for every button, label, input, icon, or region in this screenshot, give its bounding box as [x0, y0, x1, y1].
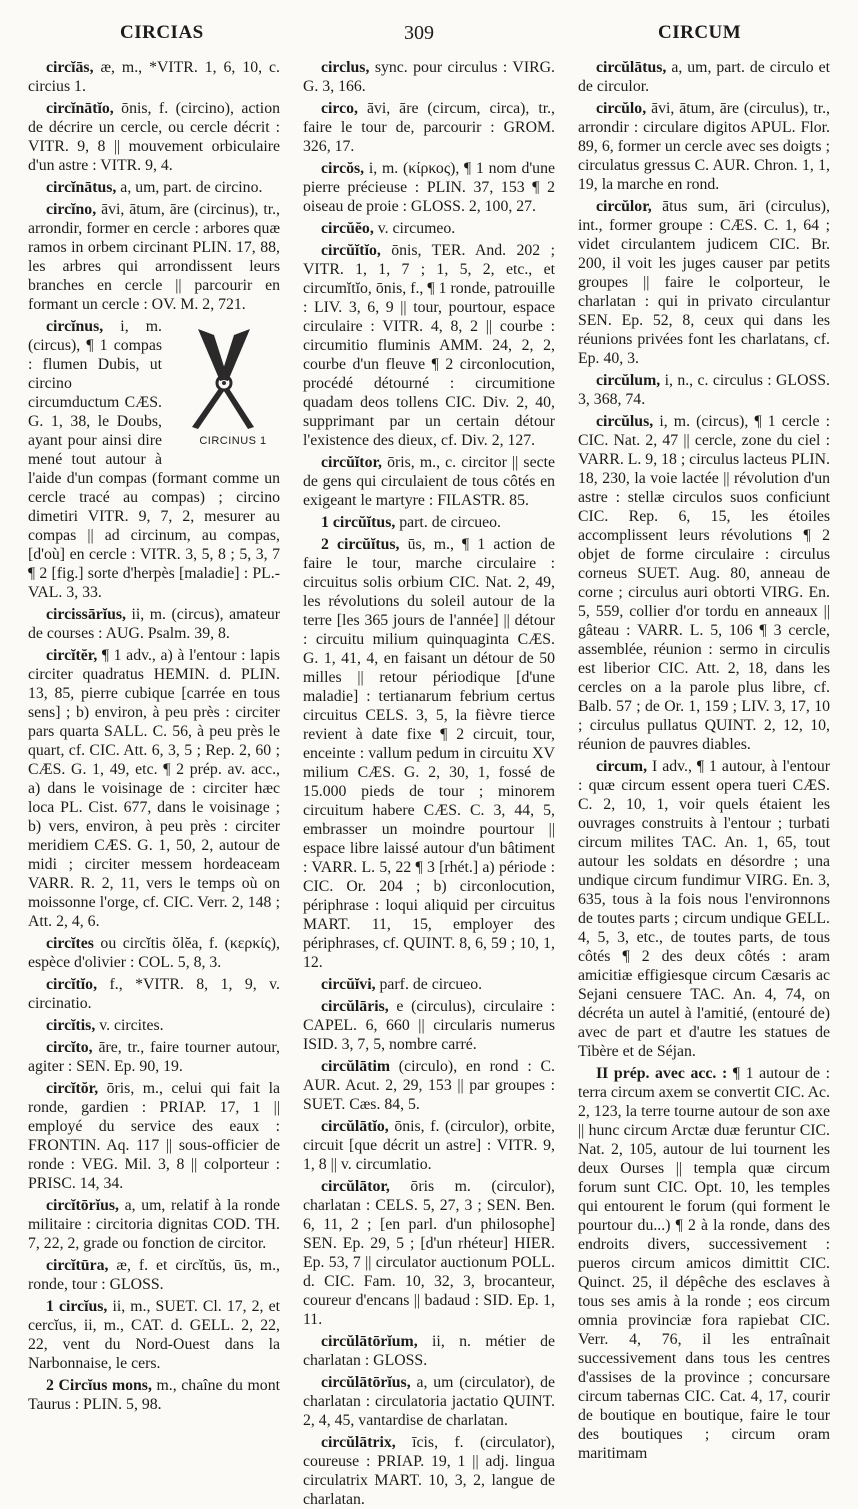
dictionary-entry [28, 975, 280, 1013]
headword: circĭtis, [46, 1017, 96, 1034]
entry-text: ōnis, TER. And. 202 ; VITR. 1, 1, 7 ; 1, 5, 2, etc., et circumĭtĭo, ōnis, f., ¶ 1 ronde, patrouille : LIV. 3, 6, 9 || tour, pourtour, espace circulaire : VITR. 4, 8, 2 || courbe : circumitio fluminis AMM. 24, 2, 2, courbe d'un fleuve ¶ 2 circonlocution, procédé détourné : circumitione quadam deos tollens CIC. Div. 2, 40, supprimant par un certain détour l'existence des dieux, cf. Div. 2, 127. [303, 242, 555, 449]
headword: circĭtōrĭus, [46, 1197, 119, 1214]
headword: circŭlātrix, [321, 1434, 396, 1451]
header-guide-word-left: CIRCIAS [120, 22, 204, 43]
dictionary-entry [28, 1016, 280, 1035]
headword: circĭtūra, [46, 1257, 109, 1274]
dictionary-entry [303, 1433, 555, 1509]
entry-text: v. circites. [95, 1017, 164, 1034]
dictionary-entry [28, 317, 280, 602]
dictionary-entry [303, 159, 555, 216]
dictionary-entry [578, 371, 830, 409]
dictionary-entry [28, 178, 280, 197]
headword: 1 circĭus, [46, 1298, 108, 1315]
headword: circissārĭus, [46, 606, 127, 623]
dictionary-entry [303, 1332, 555, 1370]
headword: circĭnātus, [46, 179, 117, 196]
entry-text: i, m. (κίρκος), ¶ 1 nom d'une pierre précieuse : PLIN. 37, 153 ¶ 2 oiseau de proie : GLOSS. 2, 100, 27. [303, 160, 555, 215]
headword: circĭno, [46, 201, 97, 218]
dictionary-entry [303, 1117, 555, 1174]
entry-text: ātus sum, āri (circulus), int., former groupe : CÆS. C. 1, 64 ; videt circulantem judicem CIC. Br. 200, il voit les juges causer par petits groupes || faire le colporteur, le charlatan : qui in privato circulantur SEN. Ep. 52, 8, ceux qui dans les réunions privées font les charlatans, cf. Ep. 40, 3. [578, 198, 830, 367]
headword: circŭĭtĭo, [321, 242, 381, 259]
entry-text: e (circulus), circulaire : CAPEL. 6, 660 || circularis numerus ISID. 3, 7, 5, nombre carré. [303, 998, 555, 1053]
entry-text: (circulo), en rond : C. AUR. Acut. 2, 29, 153 || par groupes : SUET. Cæs. 84, 5. [303, 1058, 555, 1113]
dictionary-entry [28, 1256, 280, 1294]
headword: circĭtes [46, 935, 94, 952]
entry-text: part. de circueo. [395, 514, 502, 531]
entry-text: ōris m. (circulor), charlatan : CELS. 5, 27, 3 ; SEN. Ben. 6, 11, 2 ; [en parl. d'un philosophe] SEN. Ep. 29, 5 ; [d'un rhéteur] HIER. Ep. 53, 7 || circulator auctionum POLL. d. CIC. Fam. 10, 32, 3, brocanteur, coureur d'encans || badaud : SID. Ep. 1, 11. [303, 1178, 555, 1328]
entry-text: īcis, f. (circulator), coureuse : PRIAP. 19, 1 || adj. lingua circulatrix MART. 10, 3, 2, langue de charlatan. [303, 1434, 555, 1508]
column-2 [303, 58, 555, 1508]
dictionary-entry [578, 99, 830, 194]
entry-text: i, m. (circus), ¶ 1 cercle : CIC. Nat. 2, 47 || cercle, zone du ciel : VARR. L. 9, 18 ; circulus lacteus PLIN. 18, 230, la voie lactée || révolution d'un astre : stellæ circulos suos conficiunt CIC. Rep. 6, 15, les étoiles accomplissent leurs révolutions ¶ 2 objet de forme circulaire : circulus corneus SUET. Aug. 80, anneau de corne ; circulus auri obtorti VIRG. En. 5, 559, collier d'or tordu en anneaux || gâteau : VARR. L. 5, 106 ¶ 3 cercle, assemblée, réunion : sermo in circulis est liberior CIC. Att. 2, 18, dans les cercles on a la parole plus libre, cf. Balb. 57 ; de Or. 1, 159 ; LIV. 3, 17, 10 ; circulus pullatus QUINT. 2, 12, 10, réunion de pauvres diables. [578, 413, 830, 753]
entry-text: ōnis, f. (circulor), orbite, circuit [que décrit un astre] : VITR. 9, 1, 8 || v. circumlatio. [303, 1118, 555, 1173]
dictionary-entry [303, 453, 555, 510]
entry-text: a, um, part. de circulo et de circulor. [578, 59, 830, 95]
headword: circŭlor, [596, 198, 652, 215]
headword: circŭlātĭo, [321, 1118, 389, 1135]
entry-text: v. circumeo. [373, 220, 456, 237]
headword: circŭlātor, [321, 1178, 390, 1195]
dictionary-entry [578, 412, 830, 754]
dictionary-entry [303, 99, 555, 156]
headword: circo, [321, 100, 358, 117]
dictionary-entry [578, 58, 830, 96]
dictionary-entry [28, 58, 280, 96]
dictionary-entry [303, 1373, 555, 1430]
headword: circŭlātus, [596, 59, 667, 76]
dictionary-entry [28, 646, 280, 931]
column-3 [578, 58, 830, 1462]
entry-text: parf. de circueo. [375, 976, 483, 993]
dictionary-entry [303, 535, 555, 972]
entry-text: a, um (circulator), de charlatan : circulatoria jactatio QUINT. 2, 4, 45, vantardise de charlatan. [303, 1374, 555, 1429]
headword: 2 circŭĭtus, [321, 536, 400, 553]
dictionary-entry [578, 1064, 830, 1463]
dictionary-entry [28, 1196, 280, 1253]
entry-text: i, n., c. circulus : GLOSS. 3, 368, 74. [578, 372, 830, 408]
dictionary-entry [28, 1297, 280, 1373]
entry-text: I adv., ¶ 1 autour, à l'entour : quæ circum essent opera tueri CÆS. C. 2, 10, 1, voir quels étaient les ouvrages construits à l'entour ; turbati circum milites TAC. An. 1, 65, tout autour les soldats en désordre ; una undique circum fundimur VIRG. En. 3, 635, tous à la fois nous l'environnons de toutes parts ; circum undique GELL. 4, 5, 3, etc., de toutes parts, de tous côtés ¶ 2 des deux côtés : aram amicitiæ effigiesque circum Cæsaris ac Sejani censuere TAC. An. 4, 74, on décréta un autel à l'amitié, (entouré de) avec de part et d'autre les statues de Tibère et de Séjan. [578, 758, 830, 1060]
headword: circĭtĕr, [46, 647, 98, 664]
entry-text: ¶ 1 adv., a) à l'entour : lapis circiter quadratus HEMIN. d. PLIN. 13, 85, pierre cubique [carrée en tous sens] ; b) environ, à peu près : circiter pars quarta SALL. C. 56, à peu près le quart, cf. CIC. Att. 6, 3, 5 ; Rep. 2, 60 ; CÆS. G. 1, 49, etc. ¶ 2 prép. av. acc., a) dans le voisinage de : circiter hæc loca PL. Cist. 677, dans le voisinage ; b) vers, environ, à peu près : circiter meridiem CÆS. G. 1, 50, 2, autour de midi ; circiter messem hordeaceam VARR. R. 2, 11, vers le temps où on moissonne l'orge, cf. CIC. Verr. 2, 148 ; Att. 2, 4, 6. [28, 647, 280, 930]
headword: 2 Circĭus mons, [46, 1377, 152, 1394]
entry-text: a, um, part. de circino. [116, 179, 263, 196]
entry-text: m., chaîne du mont Taurus : PLIN. 5, 98. [28, 1377, 280, 1413]
dictionary-entry [303, 1177, 555, 1329]
dictionary-entry [303, 513, 555, 532]
entry-text: āvi, ātum, āre (circulus), tr., arrondir : circulare digitos APUL. Flor. 89, 6, former un cercle avec ses doigts ; circulatus gressus C. AUR. Chron. 1, 1, 19, la marche en rond. [578, 100, 830, 193]
headword: circŭlātim [321, 1058, 391, 1075]
entry-text: ou circĭtis ŏlĕa, f. (κερκίς), espèce d'olivier : COL. 5, 8, 3. [28, 935, 280, 971]
entry-text: ii, n. métier de charlatan : GLOSS. [303, 1333, 555, 1369]
headword: circŭlo, [596, 100, 647, 117]
headword: circŭlum, [596, 372, 661, 389]
entry-text: ōnis, f. (circino), action de décrire un cercle, ou cercle décrit : VITR. 9, 8 || mouvement orbiculaire d'un astre : VITR. 9, 4. [28, 100, 280, 174]
entry-text: æ, f. et circĭtŭs, ūs, m., ronde, tour : GLOSS. [28, 1257, 280, 1293]
entry-text: a, um, relatif à la ronde militaire : circitoria dignitas COD. TH. 7, 22, 2, grade ou fonction de circitor. [28, 1197, 280, 1252]
dictionary-entry [28, 99, 280, 175]
entry-text: sync. pour circulus : VIRG. G. 3, 166. [303, 59, 555, 95]
headword: circĭnus, [46, 318, 104, 335]
header-guide-word-right: CIRCUM [658, 22, 742, 43]
entry-text: i, m. (circus), ¶ 1 compas : flumen Dubis, ut circino circumductum CÆS. G. 1, 38, le Doubs, ayant pour ainsi dire mené tout autour à l'aide d'un compas (formant comme un cercle tracé au compas) ; circino dimetiri VITR. 9, 7, 2, mesurer au compas || ad circinum, au compas, [d'où] en cercle : VITR. 3, 5, 8 ; 5, 3, 7 ¶ 2 [fig.] sorte d'herpès [maladie] : PL.-VAL. 3, 33. [28, 318, 280, 601]
headword: circŭlātōrĭum, [321, 1333, 418, 1350]
compass-icon [168, 321, 280, 433]
entry-text: āvi, ātum, āre (circinus), tr., arrondir, former en cercle : arbores quæ ramos in orbem circinant PLIN. 17, 88, les arbres qui arrondissent leurs branches en cercle || parcourir en formant un cercle : OV. M. 2, 721. [28, 201, 280, 313]
headword: circŭĕo, [321, 220, 374, 237]
dictionary-entry [303, 58, 555, 96]
dictionary-entry [28, 1038, 280, 1076]
dictionary-entry [28, 934, 280, 972]
dictionary-entry [303, 241, 555, 450]
entry-text: æ, m., *VITR. 1, 6, 10, c. circius 1. [28, 59, 280, 95]
headword: circŭĭvi, [321, 976, 376, 993]
page-header [0, 22, 858, 52]
headword: circĭnātĭo, [46, 100, 114, 117]
entry-text: ii, m. (circus), amateur de courses : AUG. Psalm. 39, 8. [28, 606, 280, 642]
entry-text: ¶ 1 autour de : terra circum axem se convertit CIC. Ac. 2, 123, la terre tourne autour de son axe || hunc circum Arctæ duæ feruntur CIC. Nat. 2, 105, autour de lui tournent les deux Ourses || templa quæ circum forum sunt CIC. Opt. 10, les temples qui entourent le forum (qui forment le pourtour du...) ¶ 2 à la ronde, dans des endroits divers, successivement : pueros circum amicos dimittit CIC. Quinct. 25, il dépêche des esclaves à tous ses amis à la ronde ; eos circum omnia provinciæ fora rapiebat CIC. Verr. 4, 76, il les entraînait successivement dans tous les centres d'assises de la province ; concursare circum tabernas CIC. Cat. 4, 17, courir de boutique en boutique, faire le tour des boutiques ; circum oram maritimam [578, 1065, 830, 1462]
entry-text: āvi, āre (circum, circa), tr., faire le tour de, parcourir : GROM. 326, 17. [303, 100, 555, 155]
dictionary-entry [303, 219, 555, 238]
entry-text: āre, tr., faire tourner autour, agiter : SEN. Ep. 90, 19. [28, 1039, 280, 1075]
headword: circĭto, [46, 1039, 93, 1056]
headword: circŭlātōrĭus, [321, 1374, 411, 1391]
entry-text: ūs, m., ¶ 1 action de faire le tour, marche circulaire : circuitus solis orbium CIC. Nat. 2, 49, les révolutions du soleil autour de la terre [les 365 jours de l'année] || détour : circuitu milium quinquaginta CÆS. G. 1, 41, 4, en faisant un détour de 50 milles || retour périodique [d'une maladie] : tertianarum febrium certus circuitus CELS. 3, 5, la fièvre tierce revient à date fixe ¶ 2 circuit, tour, enceinte : vallum pedum in circuitu XV milium CÆS. G. 2, 30, 1, fossé de 15.000 pieds de tour ; minorem circuitum habere CÆS. C. 3, 44, 5, embrasser un moindre pourtour || espace libre laissé autour d'un bâtiment : VARR. L. 5, 22 ¶ 3 [rhét.] a) période : CIC. Or. 204 ; b) circonlocution, périphrase : loqui aliquid per circuitus MART. 11, 15, employer des périphrases, cf. QUINT. 8, 6, 59 ; 10, 1, 12. [303, 536, 555, 971]
headword: circŭlus, [596, 413, 654, 430]
dictionary-entry [28, 1376, 280, 1414]
headword: circŭĭtor, [321, 454, 382, 471]
dictionary-entry [303, 997, 555, 1054]
dictionary-entry [28, 1079, 280, 1193]
entry-text: f., *VITR. 8, 1, 9, v. circinatio. [28, 976, 280, 1012]
dictionary-entry [303, 975, 555, 994]
column-1 [28, 58, 280, 1413]
page-number: 309 [404, 22, 434, 44]
headword: circŭlāris, [321, 998, 389, 1015]
entry-text: ōris, m., c. circitor || secte de gens qui circulaient de tous côtés en exigeant le martyre : FILASTR. 85. [303, 454, 555, 509]
headword: circĭtŏr, [46, 1080, 99, 1097]
headword: circlus, [321, 59, 370, 76]
dictionary-entry [28, 200, 280, 314]
headword: circĭās, [46, 59, 94, 76]
headword: circŏs, [321, 160, 365, 177]
dictionary-entry [28, 605, 280, 643]
headword: circum, [596, 758, 648, 775]
headword: circĭtĭo, [46, 976, 98, 993]
entry-text: ii, m., SUET. Cl. 17, 2, et cercĭus, ii, m., CAT. d. GELL. 2, 22, 22, vent du Nord-Ouest dans la Narbonnaise, le cers. [28, 1298, 280, 1372]
dictionary-entry [578, 757, 830, 1061]
headword: II prép. avec acc. : [596, 1065, 728, 1082]
dictionary-entry [578, 197, 830, 368]
dictionary-entry [303, 1057, 555, 1114]
headword: 1 circŭĭtus, [321, 514, 396, 531]
figure-caption: CIRCINUS 1 [199, 435, 267, 447]
compass-figure [168, 321, 280, 449]
entry-text: ōris, m., celui qui fait la ronde, gardien : PRIAP. 17, 1 || employé du service des eaux : FRONTIN. Aq. 117 || sous-officier de ronde : VEG. Mil. 3, 8 || colporteur : PRISC. 14, 34. [28, 1080, 280, 1192]
